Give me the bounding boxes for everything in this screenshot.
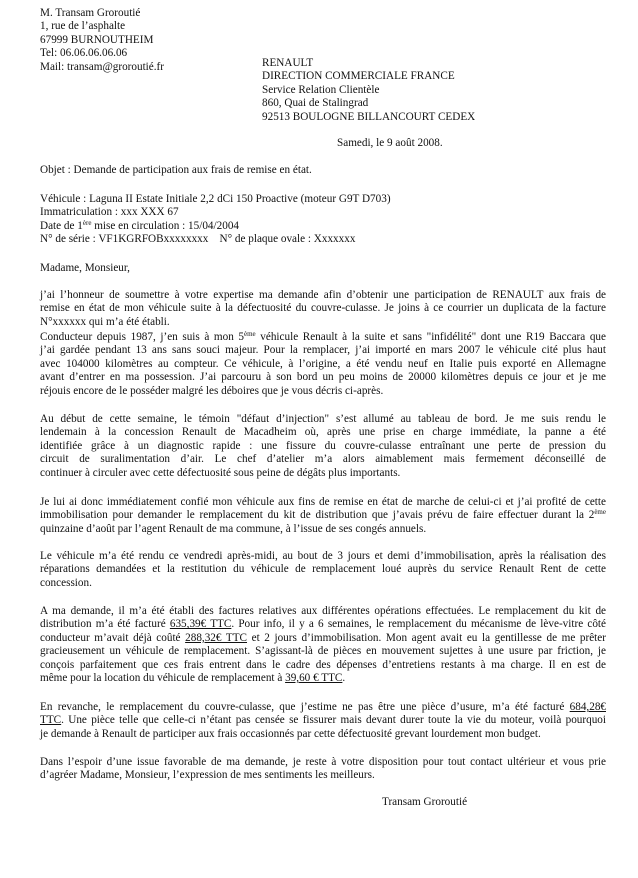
recipient-address: [262, 57, 475, 124]
paragraph-invoices: A ma demande, il m’a été établi des factures relatives aux différentes opérations effectuées. Le remplacement du kit de distribution m’a été facturé 635,39€ TTC. Pour info, il y a 6 semaines, le remplacement du mécanisme de lève-vitre côté conducteur m’avait déjà coûté 288,32€ TTC et 2 jours d’immobilisation. Mon agent avait eu la gentillesse de me prêter gracieusement un véhicule de remplacement. S’agissant-là de pièces en mouvement sujettes à une usure par friction, je conçois parfaitement que ces frais entrent dans le cadre des dépenses d’entretiens restants à ma charge. Il en est de même pour la location du véhicule de remplacement à 39,60 € TTC.: [40, 605, 606, 685]
recipient-department: DIRECTION COMMERCIALE FRANCE: [262, 70, 455, 83]
letter-subject: Objet : Demande de participation aux frais de remise en état.: [40, 164, 312, 176]
paragraph-history: Conducteur depuis 1987, j’en suis à mon 5ème véhicule Renault à la suite et sans "infidélité" dont une R19 Baccara que j’ai gardée pendant 13 ans sans souci majeur. Pour la remplacer, j’ai importé en mars 2007 le véhicule cité plus haut avec 104000 kilomètres au compteur. Ce véhicule, à l’origine, a été vendu neuf en Italie puis exporté en Allemagne avant d’entrer en ma possession. J’ai parcouru à son bord un peu moins de 20000 kilomètres depuis ce jour et je me réjouis encore de le posséder malgré les déboires que je vous décris ci-après.: [40, 330, 606, 397]
paragraph-repair: Je lui ai donc immédiatement confié mon véhicule aux fins de remise en état de marche de celui-ci et j’ai profité de cette immobilisation pour demander le remplacement du kit de distribution que j’avais prévu de faire effectuer durant la 2ème quinzaine d’août par l’agent Renault de ma commune, à l’issue de ses congés annuels.: [40, 496, 606, 535]
paragraph-cylinder-cover: En revanche, le remplacement du couvre-culasse, que j’estime ne pas être une pièce d’usure, m’a été facturé 684,28€ TTC. Une pièce telle que celle-ci n’étant pas censée se fissurer mais devant durer toute la vie du moteur, voilà pourquoi je demande à Renault de participer aux frais occasionnés par cette défectuosité grevant lourdement mon budget.: [40, 701, 606, 740]
vehicle-info: [40, 193, 391, 247]
vehicle-model: Véhicule : Laguna II Estate Initiale 2,2 dCi 150 Proactive (moteur G9T D703): [40, 193, 391, 205]
paragraph-request: j’ai l’honneur de soumettre à votre expertise ma demande afin d’obtenir une participation de RENAULT aux frais de remise en état de mon véhicule suite à la défectuosité du couvre-culasse. Je joins à ce courrier un duplicata de la facture N°xxxxxx qui m’a été établi.: [40, 289, 606, 328]
paragraph-closing: Dans l’espoir d’une issue favorable de ma demande, je reste à votre disposition pour tout contact ultérieur et vous prie d’agréer Madame, Monsieur, l’expression de mes sentiments les meilleurs.: [40, 756, 606, 782]
letter-date: Samedi, le 9 août 2008.: [337, 137, 443, 149]
amount-cylinder-cover: 684,28€: [569, 701, 606, 713]
recipient-street: 860, Quai de Stalingrad: [262, 97, 369, 110]
salutation: Madame, Monsieur,: [40, 262, 130, 274]
amount-rental: 39,60 € TTC: [285, 672, 343, 685]
sender-city: 67999 BURNOUTHEIM: [40, 33, 154, 46]
recipient-company: RENAULT: [262, 57, 314, 69]
recipient-city: 92513 BOULOGNE BILLANCOURT CEDEX: [262, 110, 476, 123]
amount-window-regulator: 288,32€ TTC: [185, 631, 248, 644]
paragraph-breakdown: Au début de cette semaine, le témoin "défaut d’injection" s’est allumé au tableau de bord. Je me suis rendu le lendemain à la concession Renault de Macadheim où, après une prise en charge immédiate, la panne a été identifiée grâce à un diagnostic rapide : une fissure du couvre-culasse entraînant une perte de pression du circuit de suralimentation d’air. Le chef d’atelier m’a alors aimablement mais fermement déconseillé de continuer à circuler avec cette défectuosité sous peine de dégâts plus importants.: [40, 413, 606, 479]
sender-mail: Mail: transam@groroutié.fr: [40, 60, 165, 73]
sender-tel: Tel: 06.06.06.06.06: [40, 47, 128, 60]
sender-name: M. Transam Groroutié: [40, 7, 141, 19]
vehicle-serial: N° de série : VF1KGRFOBxxxxxxxx N° de plaque ovale : Xxxxxxx: [40, 233, 356, 246]
sender-street: 1, rue de l’asphalte: [40, 20, 126, 33]
recipient-service: Service Relation Clientèle: [262, 83, 380, 96]
signature-name: Transam Groroutié: [382, 796, 468, 808]
paragraph-return: Le véhicule m’a été rendu ce vendredi après-midi, au bout de 3 jours et demi d’immobilisation, après la réalisation des réparations demandées et la restitution du véhicule de remplacement loué auprès du service Renault Rent de cette concession.: [40, 550, 606, 589]
amount-distribution-kit: 635,39€ TTC: [169, 618, 232, 631]
vehicle-registration: Immatriculation : xxx XXX 67: [40, 206, 179, 219]
vehicle-first-registration: Date de 1ère mise en circulation : 15/04/2004: [40, 218, 240, 232]
sender-address: [40, 7, 164, 74]
